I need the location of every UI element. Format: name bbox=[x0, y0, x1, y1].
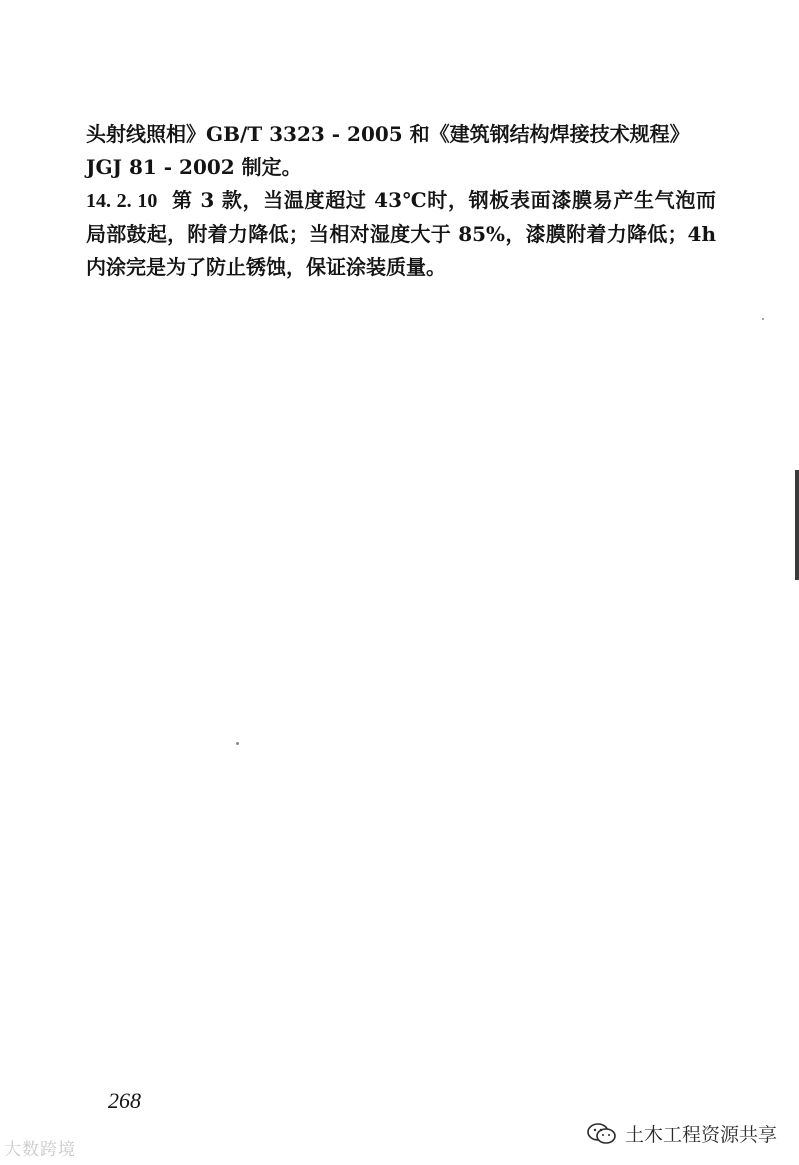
watermark-right bbox=[587, 1120, 777, 1147]
watermark-right-text: 土木工程资源共享 bbox=[624, 1124, 777, 1146]
document-body bbox=[86, 118, 716, 284]
paragraph-line: 头射线照相》GB/T 3323 - 2005 和《建筑钢结构焊接技术规程》 bbox=[86, 122, 690, 146]
scan-speck bbox=[762, 318, 764, 320]
scan-speck bbox=[236, 742, 239, 745]
paragraph-clause bbox=[86, 184, 716, 284]
watermark-left bbox=[4, 1135, 76, 1160]
paragraph-line: JGJ 81 - 2002 制定。 bbox=[86, 155, 302, 179]
clause-text: 第 3 款，当温度超过 43℃时，钢板表面漆膜易产生气泡而局部鼓起，附着力降低；当相对湿度大于 85%，漆膜附着力降低；4h 内涂完是为了防止锈蚀，保证涂装质量。 bbox=[86, 188, 716, 279]
watermark-left-text: 大数跨境 bbox=[4, 1140, 76, 1160]
scan-edge-shadow bbox=[795, 470, 799, 580]
wechat-icon bbox=[587, 1122, 617, 1146]
clause-number: 14. 2. 10 bbox=[86, 190, 158, 212]
page-number: 268 bbox=[108, 1088, 141, 1113]
paragraph-continued bbox=[86, 118, 716, 184]
